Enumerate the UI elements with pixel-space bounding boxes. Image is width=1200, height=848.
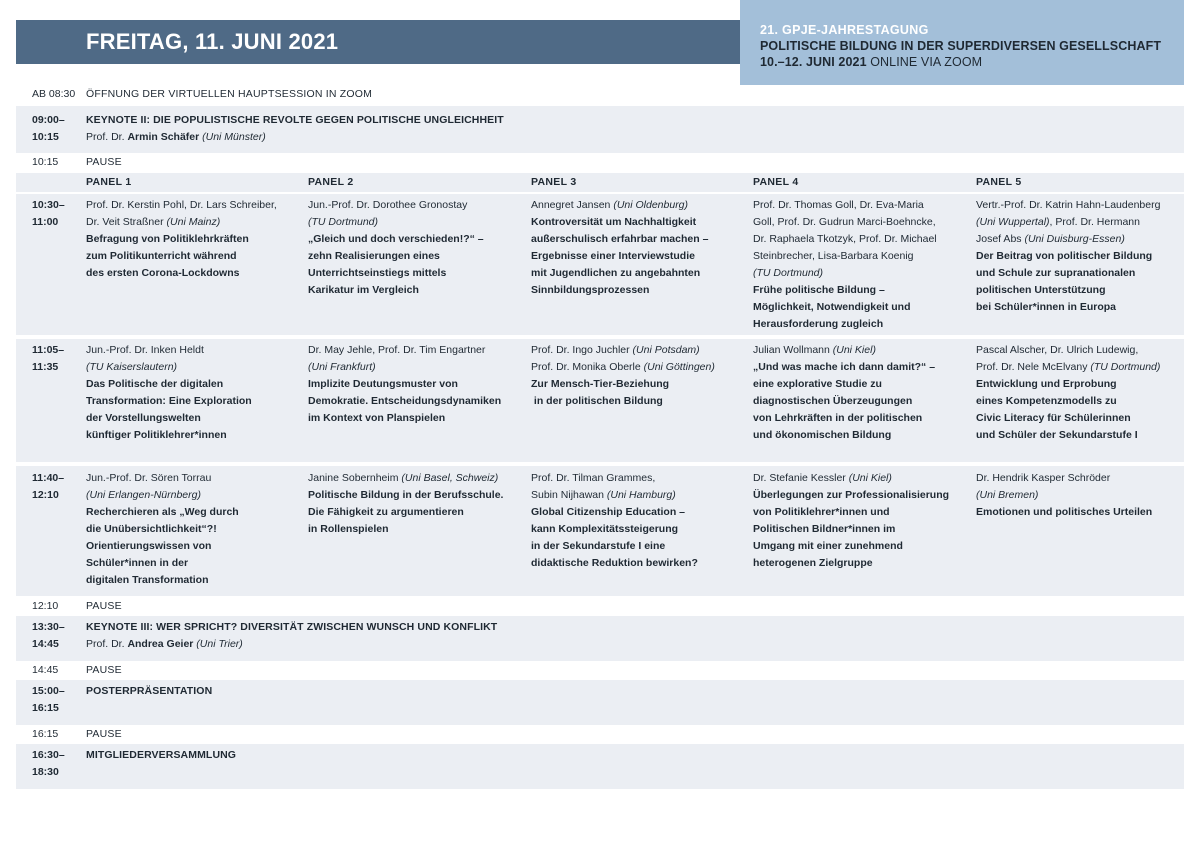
- keynote-3-title: KEYNOTE III: WER SPRICHT? DIVERSITÄT ZWISCHEN WUNSCH UND KONFLIKT: [86, 621, 498, 633]
- slot-1-time: 10:30– 11:00: [32, 199, 65, 228]
- slot-3-panel-2: Janine Sobernheim (Uni Basel, Schweiz) Politische Bildung in der Berufsschule. Die Fähigkeit zu argumentieren in Rollenspielen: [308, 472, 504, 535]
- pause-time: 16:15: [32, 728, 59, 740]
- slot-3-panel-4: Dr. Stefanie Kessler (Uni Kiel) Überlegungen zur Professionalisierung von Politiklehrer*innen und Politischen Bildner*innen im Umgang mit einer zunehmend heterogenen Zielgruppe: [753, 472, 950, 569]
- slot-2-panel-3: Prof. Dr. Ingo Juchler (Uni Potsdam) Prof. Dr. Monika Oberle (Uni Göttingen) Zur Mensch-Tier-Beziehung in der politischen Bildung: [531, 344, 715, 407]
- panel-2-header: PANEL 2: [308, 176, 354, 188]
- pause-time: 10:15: [32, 156, 59, 168]
- keynote-3-speaker: Prof. Dr. Andrea Geier (Uni Trier): [86, 638, 243, 650]
- session-slot-2: [16, 339, 1184, 462]
- assembly-row: [16, 744, 1184, 789]
- pause-time: 12:10: [32, 600, 59, 612]
- conference-mode: ONLINE VIA ZOOM: [866, 55, 983, 69]
- panel-5-header: PANEL 5: [976, 176, 1022, 188]
- pause-row: [16, 661, 1184, 679]
- slot-3-panel-1: Jun.-Prof. Dr. Sören Torrau (Uni Erlangen-Nürnberg) Recherchieren als „Weg durch die Unübersichtlichkeit“?! Orientierungswissen von Schüler*innen in der digitalen Transformation: [86, 472, 239, 586]
- keynote-2-title: KEYNOTE II: DIE POPULISTISCHE REVOLTE GEGEN POLITISCHE UNGLEICHHEIT: [86, 114, 504, 126]
- pause-label: PAUSE: [86, 728, 122, 740]
- session-slot-1: [16, 194, 1184, 335]
- conference-dates: 10.–12. JUNI 2021: [760, 55, 867, 69]
- slot-1-panel-3: Annegret Jansen (Uni Oldenburg) Kontroversität um Nachhaltigkeit außerschulisch erfahrbar machen – Ergebnisse einer Interviewstudie mit Jugendlichen zu angebahnten Sinnbildungsprozessen: [531, 199, 709, 296]
- page-title: FREITAG, 11. JUNI 2021: [86, 29, 339, 54]
- opening-label: ÖFFNUNG DER VIRTUELLEN HAUPTSESSION IN ZOOM: [86, 88, 373, 100]
- panel-header-row: [16, 173, 1184, 192]
- slot-3-time: 11:40– 12:10: [32, 472, 65, 501]
- slot-2-time: 11:05– 11:35: [32, 344, 65, 373]
- conference-theme: POLITISCHE BILDUNG IN DER SUPERDIVERSEN GESELLSCHAFT: [760, 39, 1162, 53]
- slot-1-panel-2: Jun.-Prof. Dr. Dorothee Gronostay (TU Dortmund) „Gleich und doch verschieden!?“ – zehn Realisierungen eines Unterrichtseinstiegs mittels Karikatur im Vergleich: [308, 199, 484, 296]
- pause-label: PAUSE: [86, 664, 122, 676]
- keynote-2-time: 09:00– 10:15: [32, 114, 65, 143]
- conference-edition: 21. GPJE-JAHRESTAGUNG: [760, 23, 929, 37]
- panel-4-header: PANEL 4: [753, 176, 799, 188]
- panel-1-header: PANEL 1: [86, 176, 132, 188]
- opening-row: [16, 86, 1184, 103]
- slot-2-panel-1: Jun.-Prof. Dr. Inken Heldt (TU Kaiserslautern) Das Politische der digitalen Transformation: Eine Exploration der Vorstellungswelten künftiger Politiklehrer*innen: [86, 344, 252, 441]
- pause-time: 14:45: [32, 664, 59, 676]
- slot-1-panel-5: Vertr.-Prof. Dr. Katrin Hahn-Laudenberg (Uni Wuppertal), Prof. Dr. Hermann Josef Abs (Uni Duisburg-Essen) Der Beitrag von politischer Bildung und Schule zur supranationalen politischen Unterstützung bei Schüler*innen in Europa: [976, 199, 1161, 313]
- slot-3-panel-5: Dr. Hendrik Kasper Schröder (Uni Bremen) Emotionen und politisches Urteilen: [976, 472, 1153, 518]
- assembly-title: MITGLIEDERVERSAMMLUNG: [86, 749, 237, 761]
- slot-2-panel-5: Pascal Alscher, Dr. Ulrich Ludewig, Prof. Dr. Nele McElvany (TU Dortmund) Entwicklung und Erprobung eines Kompetenzmodells zu Civic Literacy für Schülerinnen und Schüler der Sekundarstufe I: [976, 344, 1161, 441]
- poster-time: 15:00– 16:15: [32, 685, 65, 714]
- assembly-time: 16:30– 18:30: [32, 749, 65, 778]
- session-slot-3: [16, 466, 1184, 596]
- pause-row: [16, 153, 1184, 171]
- pause-label: PAUSE: [86, 600, 122, 612]
- slot-1-panel-1: Prof. Dr. Kerstin Pohl, Dr. Lars Schreiber, Dr. Veit Straßner (Uni Mainz) Befragung von Politiklehrkräften zum Politikunterricht während des ersten Corona-Lockdowns: [86, 199, 277, 279]
- keynote-3-row: [16, 616, 1184, 661]
- slot-2-panel-4: Julian Wollmann (Uni Kiel) „Und was mache ich dann damit?“ – eine explorative Studie zu diagnostischen Überzeugungen von Lehrkräften in der politischen und ökonomischen Bildung: [753, 344, 936, 441]
- conference-dates-line: [760, 54, 1184, 70]
- conference-info-box: [740, 0, 1184, 85]
- pause-row: [16, 725, 1184, 743]
- poster-title: POSTERPRÄSENTATION: [86, 685, 213, 697]
- pause-row: [16, 597, 1184, 615]
- pause-label: PAUSE: [86, 156, 122, 168]
- day-header-bar: [16, 20, 740, 64]
- keynote-2-speaker: Prof. Dr. Armin Schäfer (Uni Münster): [86, 131, 266, 143]
- panel-3-header: PANEL 3: [531, 176, 577, 188]
- keynote-2-row: [16, 106, 1184, 153]
- poster-row: [16, 680, 1184, 725]
- opening-time: AB 08:30: [32, 88, 76, 100]
- slot-3-panel-3: Prof. Dr. Tilman Grammes, Subin Nijhawan (Uni Hamburg) Global Citizenship Education – kann Komplexitätssteigerung in der Sekundarstufe I eine didaktische Reduktion bewirken?: [531, 472, 698, 569]
- slot-1-panel-4: Prof. Dr. Thomas Goll, Dr. Eva-Maria Goll, Prof. Dr. Gudrun Marci-Boehncke, Dr. Raphaela Tkotzyk, Prof. Dr. Michael Steinbrecher, Lisa-Barbara Koenig (TU Dortmund) Frühe politische Bildung – Möglichkeit, Notwendigkeit und Herausforderung zugleich: [753, 199, 937, 330]
- keynote-3-time: 13:30– 14:45: [32, 621, 65, 650]
- slot-2-panel-2: Dr. May Jehle, Prof. Dr. Tim Engartner (Uni Frankfurt) Implizite Deutungsmuster von Demokratie. Entscheidungsdynamiken im Kontext von Planspielen: [308, 344, 502, 424]
